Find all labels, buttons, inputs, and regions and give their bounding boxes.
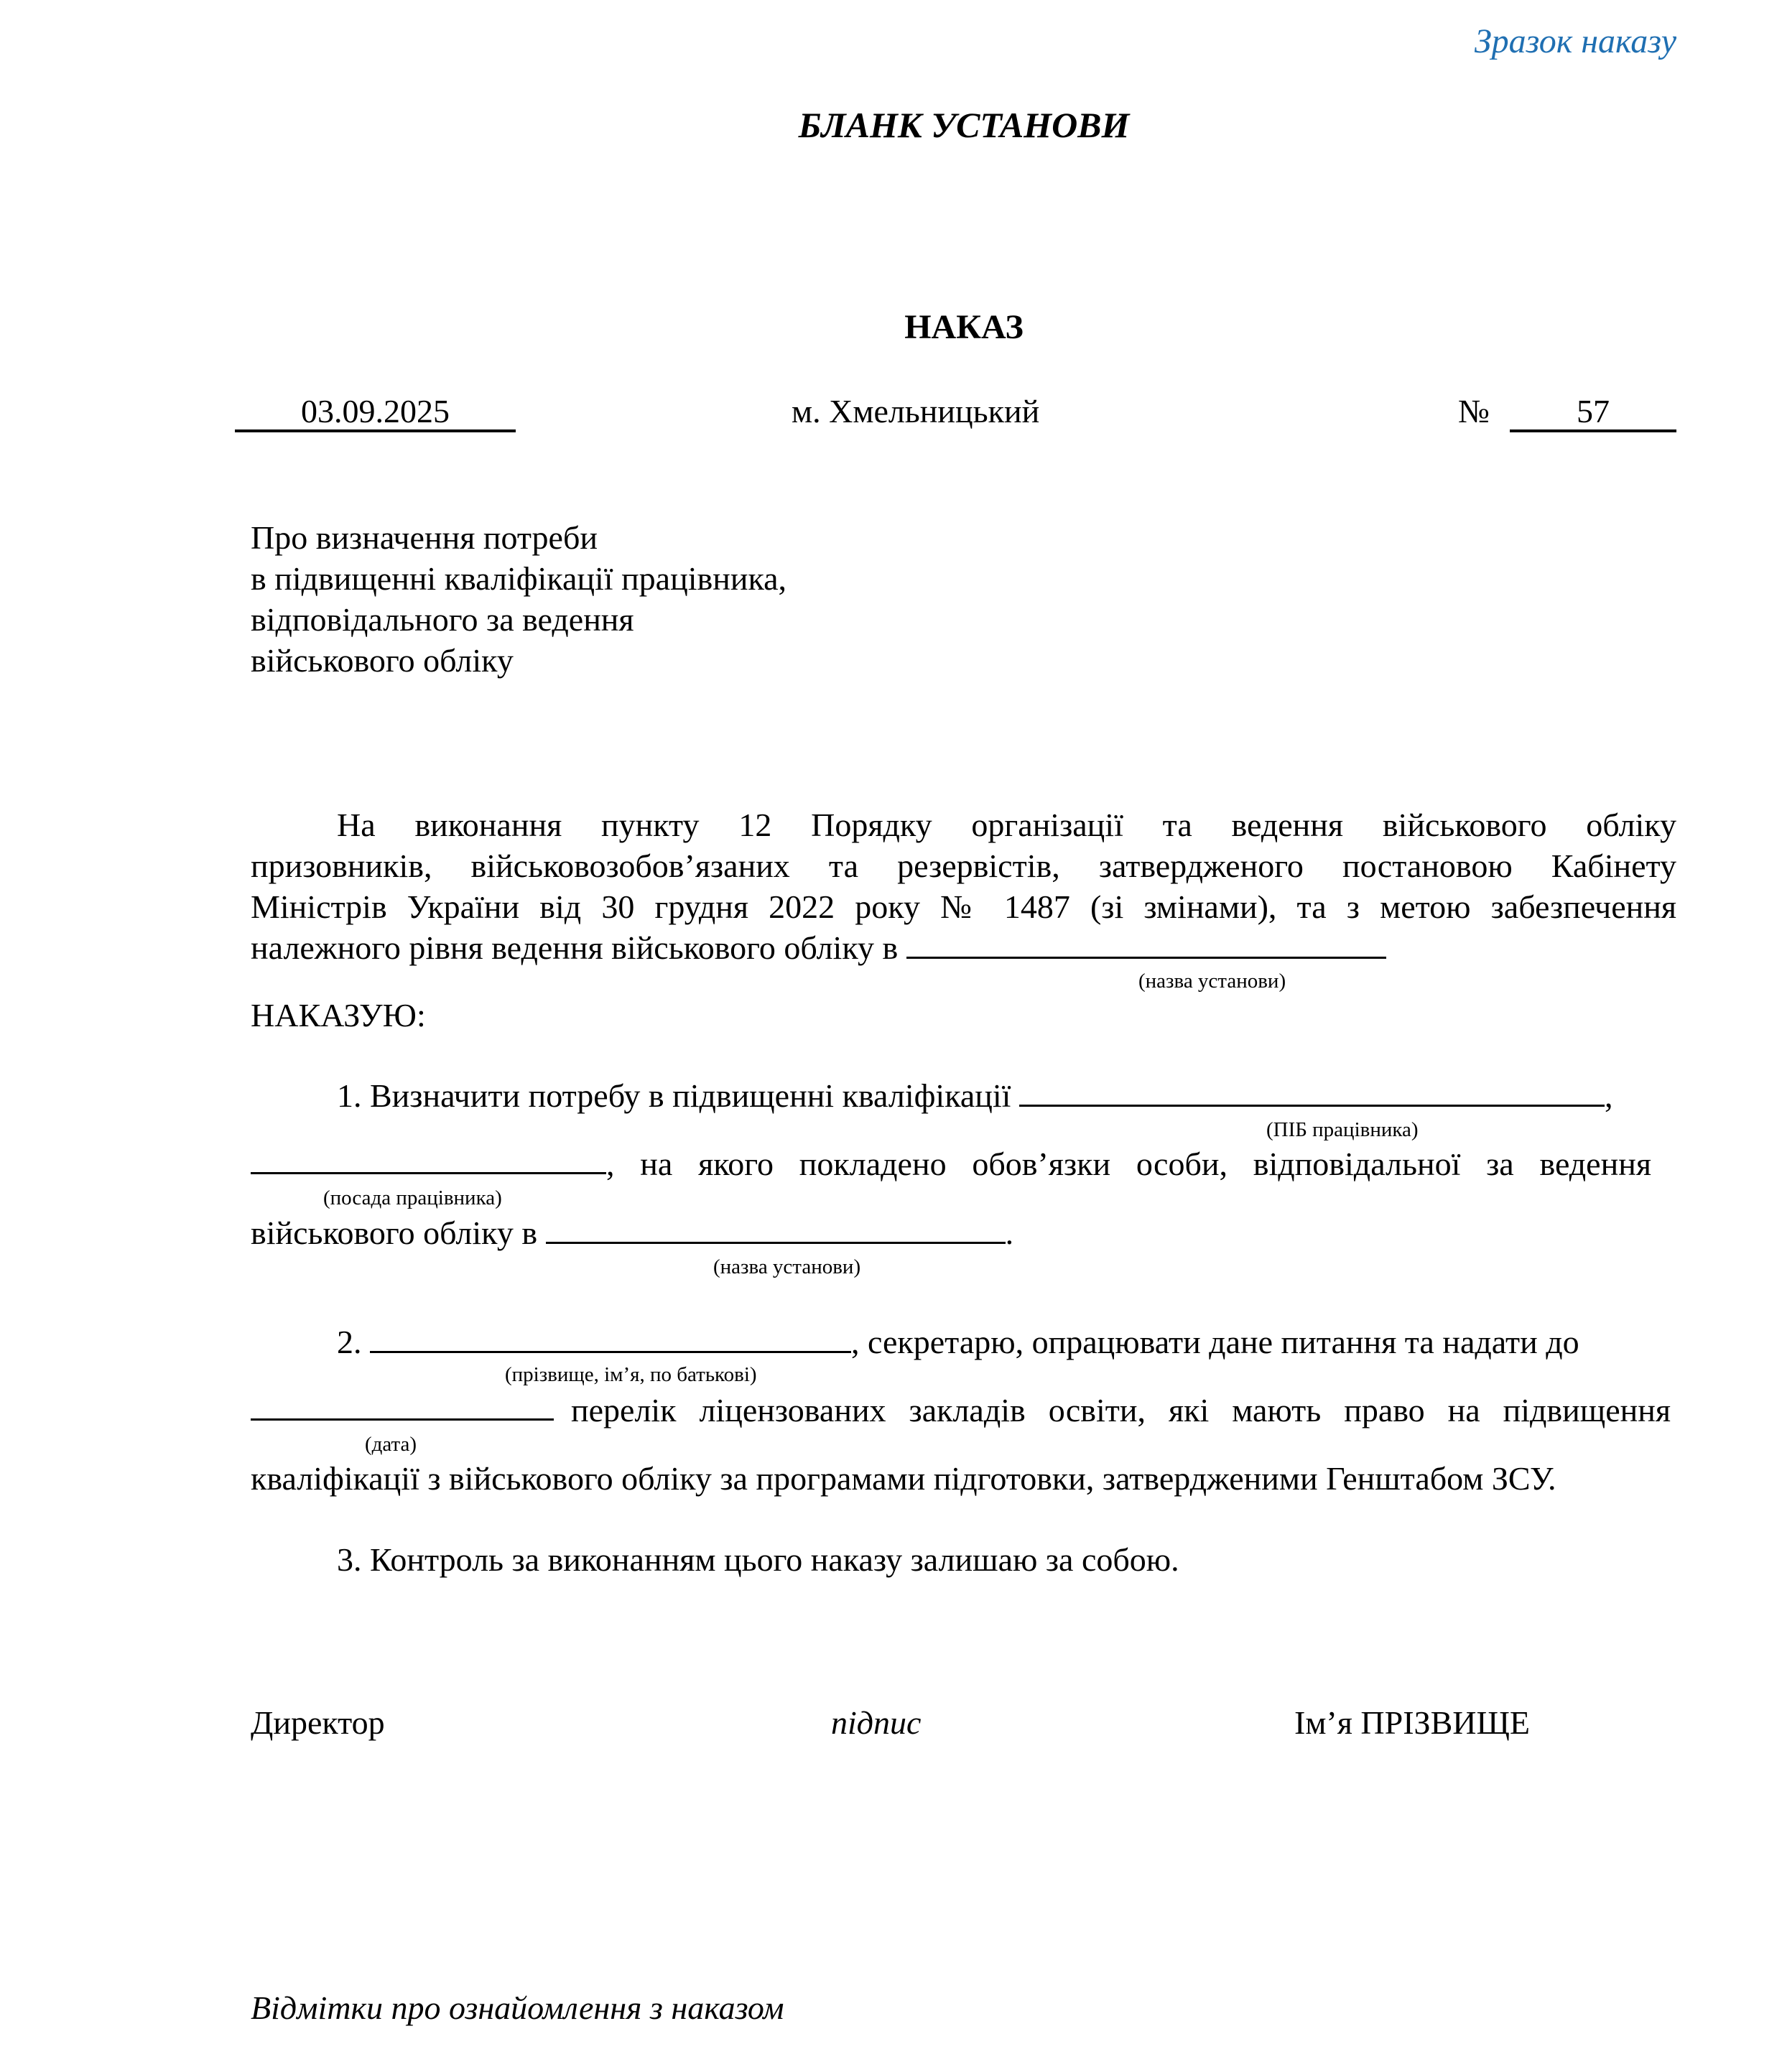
subject-block xyxy=(251,517,786,681)
preamble-line: На виконання пункту 12 Порядку організації та ведення військового обліку xyxy=(337,807,1676,843)
employee-position-blank[interactable] xyxy=(251,1143,606,1174)
acknowledgement-label: Відмітки про ознайомлення з наказом xyxy=(251,1989,784,2026)
secretary-name-hint: (прізвище, ім’я, по батькові) xyxy=(505,1363,757,1386)
item-2-line-2: перелік ліцензованих закладів освіти, які мають право на підвищення xyxy=(251,1390,1671,1431)
institution-blank-2[interactable] xyxy=(546,1213,1006,1244)
signatory-name: Ім’я ПРІЗВИЩЕ xyxy=(1294,1704,1530,1741)
employee-name-hint: (ПІБ працівника) xyxy=(1266,1118,1419,1141)
page-title: НАКАЗ xyxy=(904,308,1024,346)
due-date-hint: (дата) xyxy=(365,1433,417,1456)
item-2-line-3: кваліфікації з військового обліку за програмами підготовки, затвердженими Генштабом ЗСУ. xyxy=(251,1460,1556,1497)
subject-line: військового обліку xyxy=(251,642,514,679)
institution-blank[interactable] xyxy=(906,928,1386,959)
institution-hint-2: (назва установи) xyxy=(713,1255,861,1278)
secretary-name-blank[interactable] xyxy=(370,1322,851,1353)
preamble-line: належного рівня ведення військового обліку в xyxy=(251,927,1676,968)
item-1-line-2: , на якого покладено обов’язки особи, відповідальної за ведення xyxy=(251,1143,1651,1184)
signatory-position: Директор xyxy=(251,1704,385,1741)
signature-placeholder: підпис xyxy=(831,1704,922,1741)
due-date-blank[interactable] xyxy=(251,1390,554,1421)
employee-name-blank[interactable] xyxy=(1019,1076,1605,1107)
preamble xyxy=(251,804,1676,968)
preamble-line: призовників, військовозобов’язаних та резервістів, затвердженого постановою Кабінету xyxy=(251,847,1676,884)
letterhead: БЛАНК УСТАНОВИ xyxy=(798,105,1130,145)
item-1-line-3: військового обліку в . xyxy=(251,1214,1014,1251)
sample-label: Зразок наказу xyxy=(1474,22,1676,60)
institution-hint: (назва установи) xyxy=(1138,970,1286,993)
item-1-line-1: 1. Визначити потребу в підвищенні кваліфікації , xyxy=(337,1077,1613,1114)
order-word: НАКАЗУЮ: xyxy=(251,997,426,1033)
number-sign: № xyxy=(1458,393,1490,429)
subject-line: Про визначення потреби xyxy=(251,519,598,556)
item-2-line-1: 2. , секретарю, опрацювати дане питання та надати до xyxy=(337,1324,1579,1360)
order-city: м. Хмельницький xyxy=(792,393,1040,429)
order-number: 57 xyxy=(1510,394,1676,432)
order-date: 03.09.2025 xyxy=(235,394,516,432)
subject-line: відповідального за ведення xyxy=(251,601,634,638)
subject-line: в підвищенні кваліфікації працівника, xyxy=(251,560,787,597)
preamble-line: Міністрів України від 30 грудня 2022 року № 1487 (зі змінами), та з метою забезпечення xyxy=(251,888,1676,925)
item-3: 3. Контроль за виконанням цього наказу залишаю за собою. xyxy=(337,1541,1179,1578)
employee-position-hint: (посада працівника) xyxy=(323,1186,502,1209)
